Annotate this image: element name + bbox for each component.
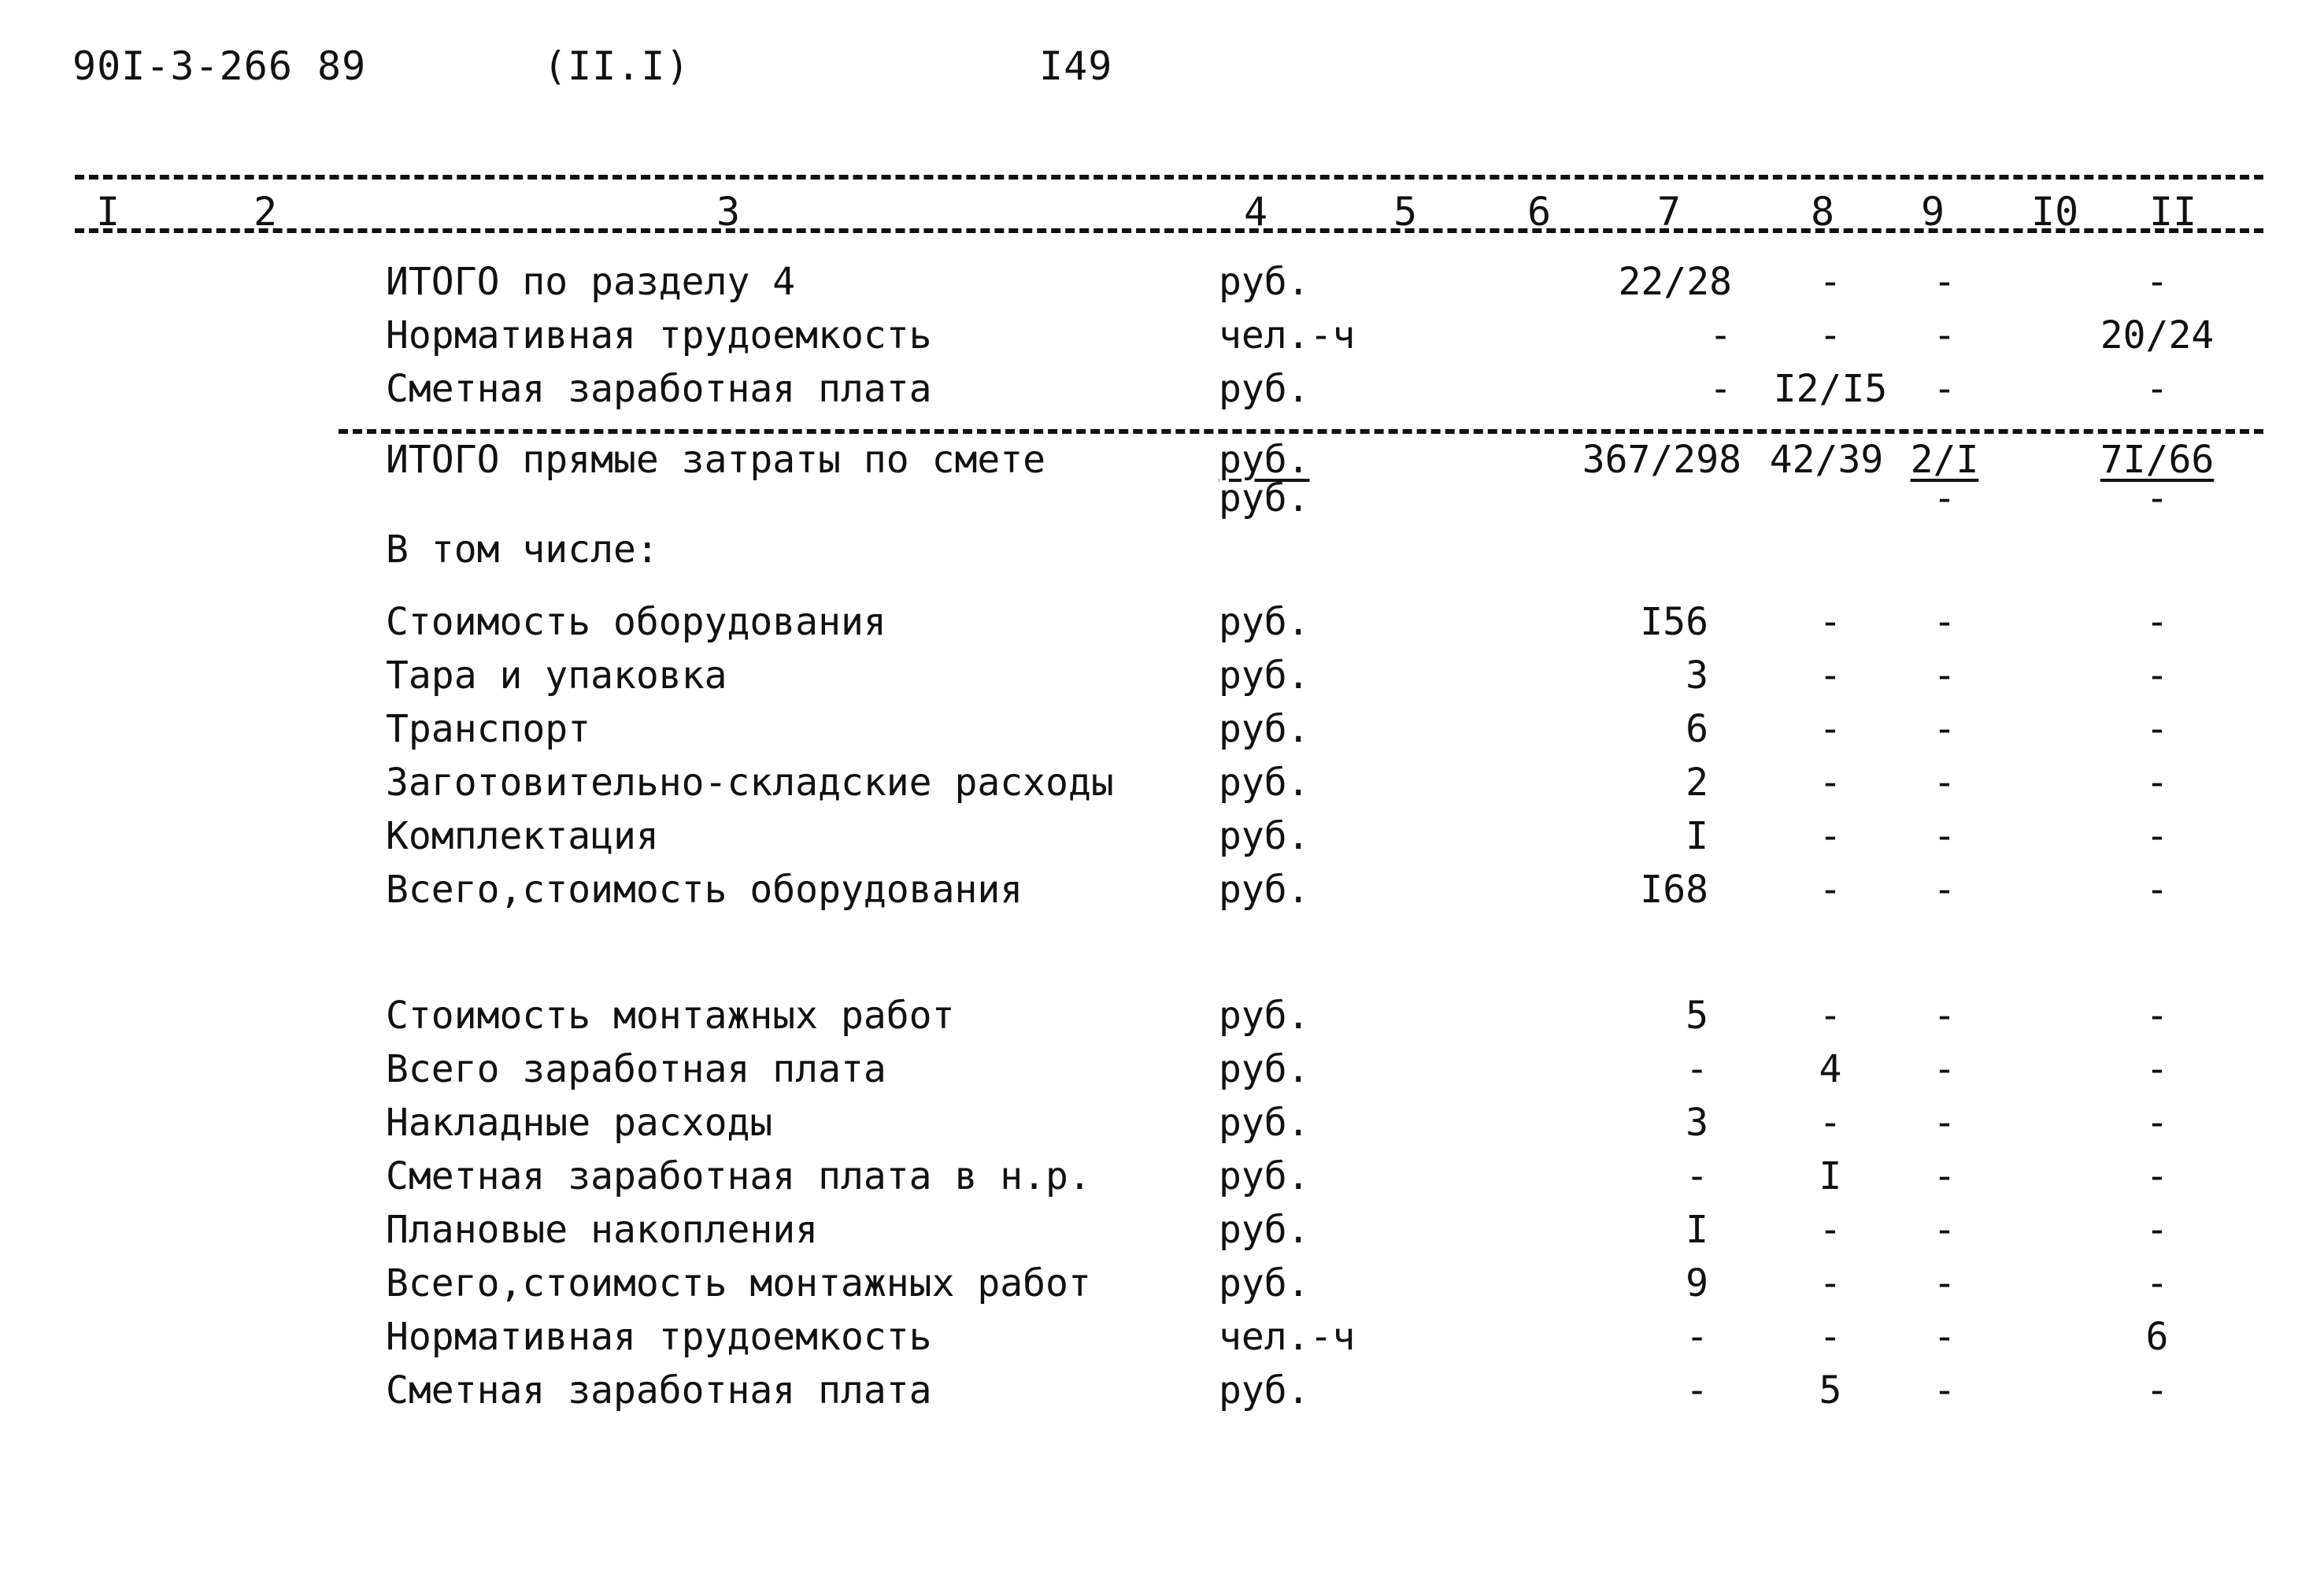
col9-value: - [1933,1047,1956,1091]
col11-value: - [2145,868,2169,912]
col8-value: - [1819,1101,1842,1145]
col11-value: - [2145,1261,2169,1305]
col9-value: - [1933,1315,1956,1359]
col11-value: - [2145,761,2169,805]
column-number: 5 [1393,189,1418,235]
col9-value: 2/I [1910,438,1979,482]
col9-value: - [1933,1101,1956,1145]
col8-value: - [1819,707,1842,751]
col9-value: - [1933,761,1956,805]
row-label: Всего,стоимость монтажных работ [386,1261,1091,1305]
col11-value: - [2145,654,2169,698]
row-unit: руб. [1219,654,1310,698]
col11-value: - [2145,1154,2169,1198]
col7-value: 22/28 [1618,260,1732,304]
col8-value: I2/I5 [1773,367,1888,411]
table-row [0,994,2324,1049]
table-row [0,761,2324,816]
col9-denominator: - [1933,476,1956,520]
row-unit: руб. [1219,761,1310,805]
table-row [0,260,2324,315]
col7-value: I [1686,814,1708,858]
row-unit: руб. [1219,260,1310,304]
table-row [0,1101,2324,1156]
col11-value: - [2145,1368,2169,1413]
row-label: Нормативная трудоемкость [386,1315,932,1359]
row-unit: руб. [1219,1154,1310,1198]
row-unit: руб. [1219,367,1310,411]
col8-value: - [1819,260,1842,304]
column-number: 7 [1657,189,1682,235]
row-unit: руб. [1219,1101,1310,1145]
row-unit: руб. [1219,868,1310,912]
row-unit: руб. [1219,1208,1310,1252]
col9-value: - [1933,994,1956,1038]
column-number: 6 [1527,189,1552,235]
col9-value: - [1933,814,1956,858]
row-label: Заготовительно-складские расходы [386,761,1114,805]
row-unit: руб. [1219,600,1310,644]
col11-value: - [2145,707,2169,751]
row-label: Накладные расходы [386,1101,773,1145]
col11-value: - [2145,814,2169,858]
row-label: Нормативная трудоемкость [386,313,932,357]
col11-value: - [2145,600,2169,644]
column-number: 3 [716,189,741,235]
col8-value: - [1819,313,1842,357]
col11-value: - [2145,260,2169,304]
col11-value: - [2145,1047,2169,1091]
col9-value: - [1933,654,1956,698]
document-code: 90I-3-266 89 [72,43,367,89]
col11-value: - [2145,1101,2169,1145]
col8-value: 42/39 [1769,438,1884,482]
col9-value: - [1933,1208,1956,1252]
col7-value: 3 [1686,654,1708,698]
col7-value: I56 [1640,600,1708,644]
row-label: Всего заработная плата [386,1047,886,1091]
col9-value: - [1933,868,1956,912]
col8-value: - [1819,1261,1842,1305]
col9-value: - [1933,313,1956,357]
row-unit: руб. [1219,994,1310,1038]
table-row [0,1208,2324,1263]
column-number: 2 [253,189,278,235]
table-row [0,654,2324,709]
row-unit: руб. [1219,438,1310,482]
col8-value: 5 [1819,1368,1842,1413]
row-label: ИТОГО по разделу 4 [386,260,796,304]
col11-value: 20/24 [2100,313,2215,357]
col11-value: 6 [2145,1315,2169,1359]
col8-value: - [1819,1208,1842,1252]
col7-value: 5 [1686,994,1708,1038]
col7-value: I [1686,1208,1708,1252]
page-number: I49 [1039,43,1113,89]
total-divider [339,429,2263,434]
table-row [0,1368,2324,1424]
row-unit: руб. [1219,1368,1310,1413]
header-top-divider [75,175,2263,180]
row-label: Комплектация [386,814,659,858]
row-label: Сметная заработная плата в н.р. [386,1154,1091,1198]
row-label: Стоимость оборудования [386,600,886,644]
col9-value: - [1933,367,1956,411]
col9-value: - [1933,707,1956,751]
column-number: I [96,189,120,235]
col9-value: - [1933,1368,1956,1413]
including-label: В том числе: [386,528,659,572]
col8-value: I [1819,1154,1842,1198]
table-row [0,707,2324,762]
row-unit: руб. [1219,707,1310,751]
col8-value: - [1819,814,1842,858]
col9-value: - [1933,1154,1956,1198]
row-unit: руб. [1219,1261,1310,1305]
col8-value: - [1819,994,1842,1038]
col7-value: - [1686,1315,1708,1359]
col11-value: 7I/66 [2100,438,2215,482]
table-row [0,1315,2324,1370]
row-label: Всего,стоимость оборудования [386,868,1023,912]
column-number: 9 [1921,189,1945,235]
col7-value: - [1686,1154,1708,1198]
table-row [0,1261,2324,1316]
col7-value: 2 [1686,761,1708,805]
col8-value: 4 [1819,1047,1842,1091]
column-number: I0 [2031,189,2079,235]
col7-value: - [1709,313,1732,357]
row-label: Транспорт [386,707,591,751]
row-unit: чел.-ч [1219,313,1356,357]
col7-value: - [1686,1047,1708,1091]
col11-value: - [2145,994,2169,1038]
col7-value: I68 [1640,868,1708,912]
col8-value: - [1819,868,1842,912]
col8-value: - [1819,761,1842,805]
row-label: ИТОГО прямые затраты по смете [386,438,1046,482]
row-unit-denominator: руб. [1219,476,1310,520]
column-number: 4 [1244,189,1268,235]
table-row [0,1154,2324,1209]
row-unit: руб. [1219,814,1310,858]
col8-value: - [1819,654,1842,698]
row-label: Стоимость монтажных работ [386,994,955,1038]
row-label: Плановые накопления [386,1208,819,1252]
table-row [0,313,2324,368]
col11-denominator: - [2145,476,2169,520]
row-label: Тара и упаковка [386,654,727,698]
col8-value: - [1819,1315,1842,1359]
col11-value: - [2145,1208,2169,1252]
row-label: Сметная заработная плата [386,367,932,411]
including-heading [0,528,2324,583]
col8-value: - [1819,600,1842,644]
col11-value: - [2145,367,2169,411]
col7-value: - [1709,367,1732,411]
table-row [0,600,2324,655]
col9-value: - [1933,1261,1956,1305]
table-row [0,367,2324,422]
table-row [0,868,2324,923]
row-unit: чел.-ч [1219,1315,1356,1359]
col7-value: 6 [1686,707,1708,751]
column-number: II [2149,189,2197,235]
row-label: Сметная заработная плата [386,1368,932,1413]
col7-value: 9 [1686,1261,1708,1305]
col7-value: - [1686,1368,1708,1413]
col7-value: 367/298 [1582,438,1741,482]
row-unit: руб. [1219,1047,1310,1091]
column-number: 8 [1811,189,1835,235]
col9-value: - [1933,260,1956,304]
col7-value: 3 [1686,1101,1708,1145]
table-row [0,814,2324,869]
table-row [0,1047,2324,1102]
col9-value: - [1933,600,1956,644]
section-number: (II.I) [543,43,690,89]
